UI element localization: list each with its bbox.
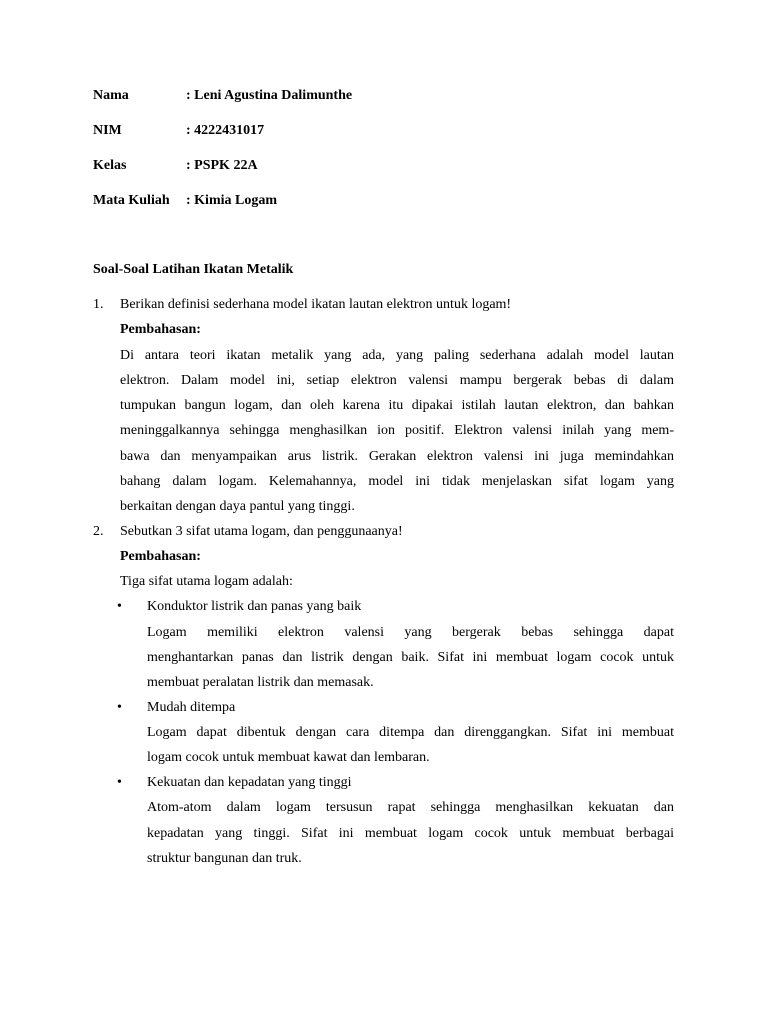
- answer-1-line: bawa dan menyampaikan arus listrik. Gerakan elektron valensi ini juga memindahkan: [120, 449, 674, 464]
- answer-1-line: berkaitan dengan daya pantul yang tinggi.: [120, 499, 355, 514]
- answer-1-line: meninggalkannya sehingga menghasilkan ion positif. Elektron valensi inilah yang mem-: [120, 423, 674, 438]
- nim-label: NIM: [93, 123, 122, 138]
- kelas-value: : PSPK 22A: [186, 158, 258, 173]
- list-item-line: Atom-atom dalam logam tersusun rapat sehingga menghasilkan kekuatan dan: [147, 800, 674, 815]
- bullet-icon: •: [117, 599, 122, 614]
- bullet-icon: •: [117, 775, 122, 790]
- list-item-title: Kekuatan dan kepadatan yang tinggi: [147, 775, 352, 790]
- question-2-intro: Tiga sifat utama logam adalah:: [120, 574, 293, 589]
- kelas-label: Kelas: [93, 158, 127, 173]
- question-2-number: 2.: [93, 524, 104, 539]
- list-item-title: Mudah ditempa: [147, 700, 236, 715]
- identity-kelas-row: [93, 158, 258, 174]
- question-1-heading: Pembahasan:: [120, 322, 201, 337]
- answer-1-line: tumpukan bangun logam, dan oleh karena itu dipakai istilah lautan elektron, dan bahkan: [120, 398, 674, 413]
- list-item-title: Konduktor listrik dan panas yang baik: [147, 599, 362, 614]
- list-item-line: Logam dapat dibentuk dengan cara ditempa dan direnggangkan. Sifat ini membuat: [147, 725, 674, 740]
- question-1-number: 1.: [93, 297, 104, 312]
- identity-nim-row: [93, 123, 264, 139]
- document-title: Soal-Soal Latihan Ikatan Metalik: [93, 262, 294, 277]
- list-item-line: Logam memiliki elektron valensi yang bergerak bebas sehingga dapat: [147, 625, 674, 640]
- answer-1-line: bahang dalam logam. Kelemahannya, model ini tidak menjelaskan sifat logam yang: [120, 474, 674, 489]
- list-item-line: logam cocok untuk membuat kawat dan lembaran.: [147, 750, 430, 765]
- bullet-icon: •: [117, 700, 122, 715]
- identity-matkul-row: [93, 193, 277, 209]
- question-2-heading: Pembahasan:: [120, 549, 201, 564]
- list-item-line: struktur bangunan dan truk.: [147, 851, 302, 866]
- nama-label: Nama: [93, 88, 129, 103]
- list-item-line: kepadatan yang tinggi. Sifat ini membuat logam cocok untuk membuat berbagai: [147, 826, 674, 841]
- identity-nama-row: [93, 88, 352, 104]
- nim-value: : 4222431017: [186, 123, 265, 138]
- answer-1-line: Di antara teori ikatan metalik yang ada, yang paling sederhana adalah model lautan: [120, 348, 674, 363]
- question-2-text: Sebutkan 3 sifat utama logam, dan penggunaanya!: [120, 524, 403, 539]
- answer-1-line: elektron. Dalam model ini, setiap elektron valensi mampu bergerak bebas di dalam: [120, 373, 674, 388]
- nama-value: : Leni Agustina Dalimunthe: [186, 88, 353, 103]
- list-item-line: menghantarkan panas dan listrik dengan baik. Sifat ini membuat logam cocok untuk: [147, 650, 674, 665]
- list-item-line: membuat peralatan listrik dan memasak.: [147, 675, 374, 690]
- matkul-value: : Kimia Logam: [186, 193, 277, 208]
- matkul-label: Mata Kuliah: [93, 193, 170, 208]
- question-1-text: Berikan definisi sederhana model ikatan lautan elektron untuk logam!: [120, 297, 512, 312]
